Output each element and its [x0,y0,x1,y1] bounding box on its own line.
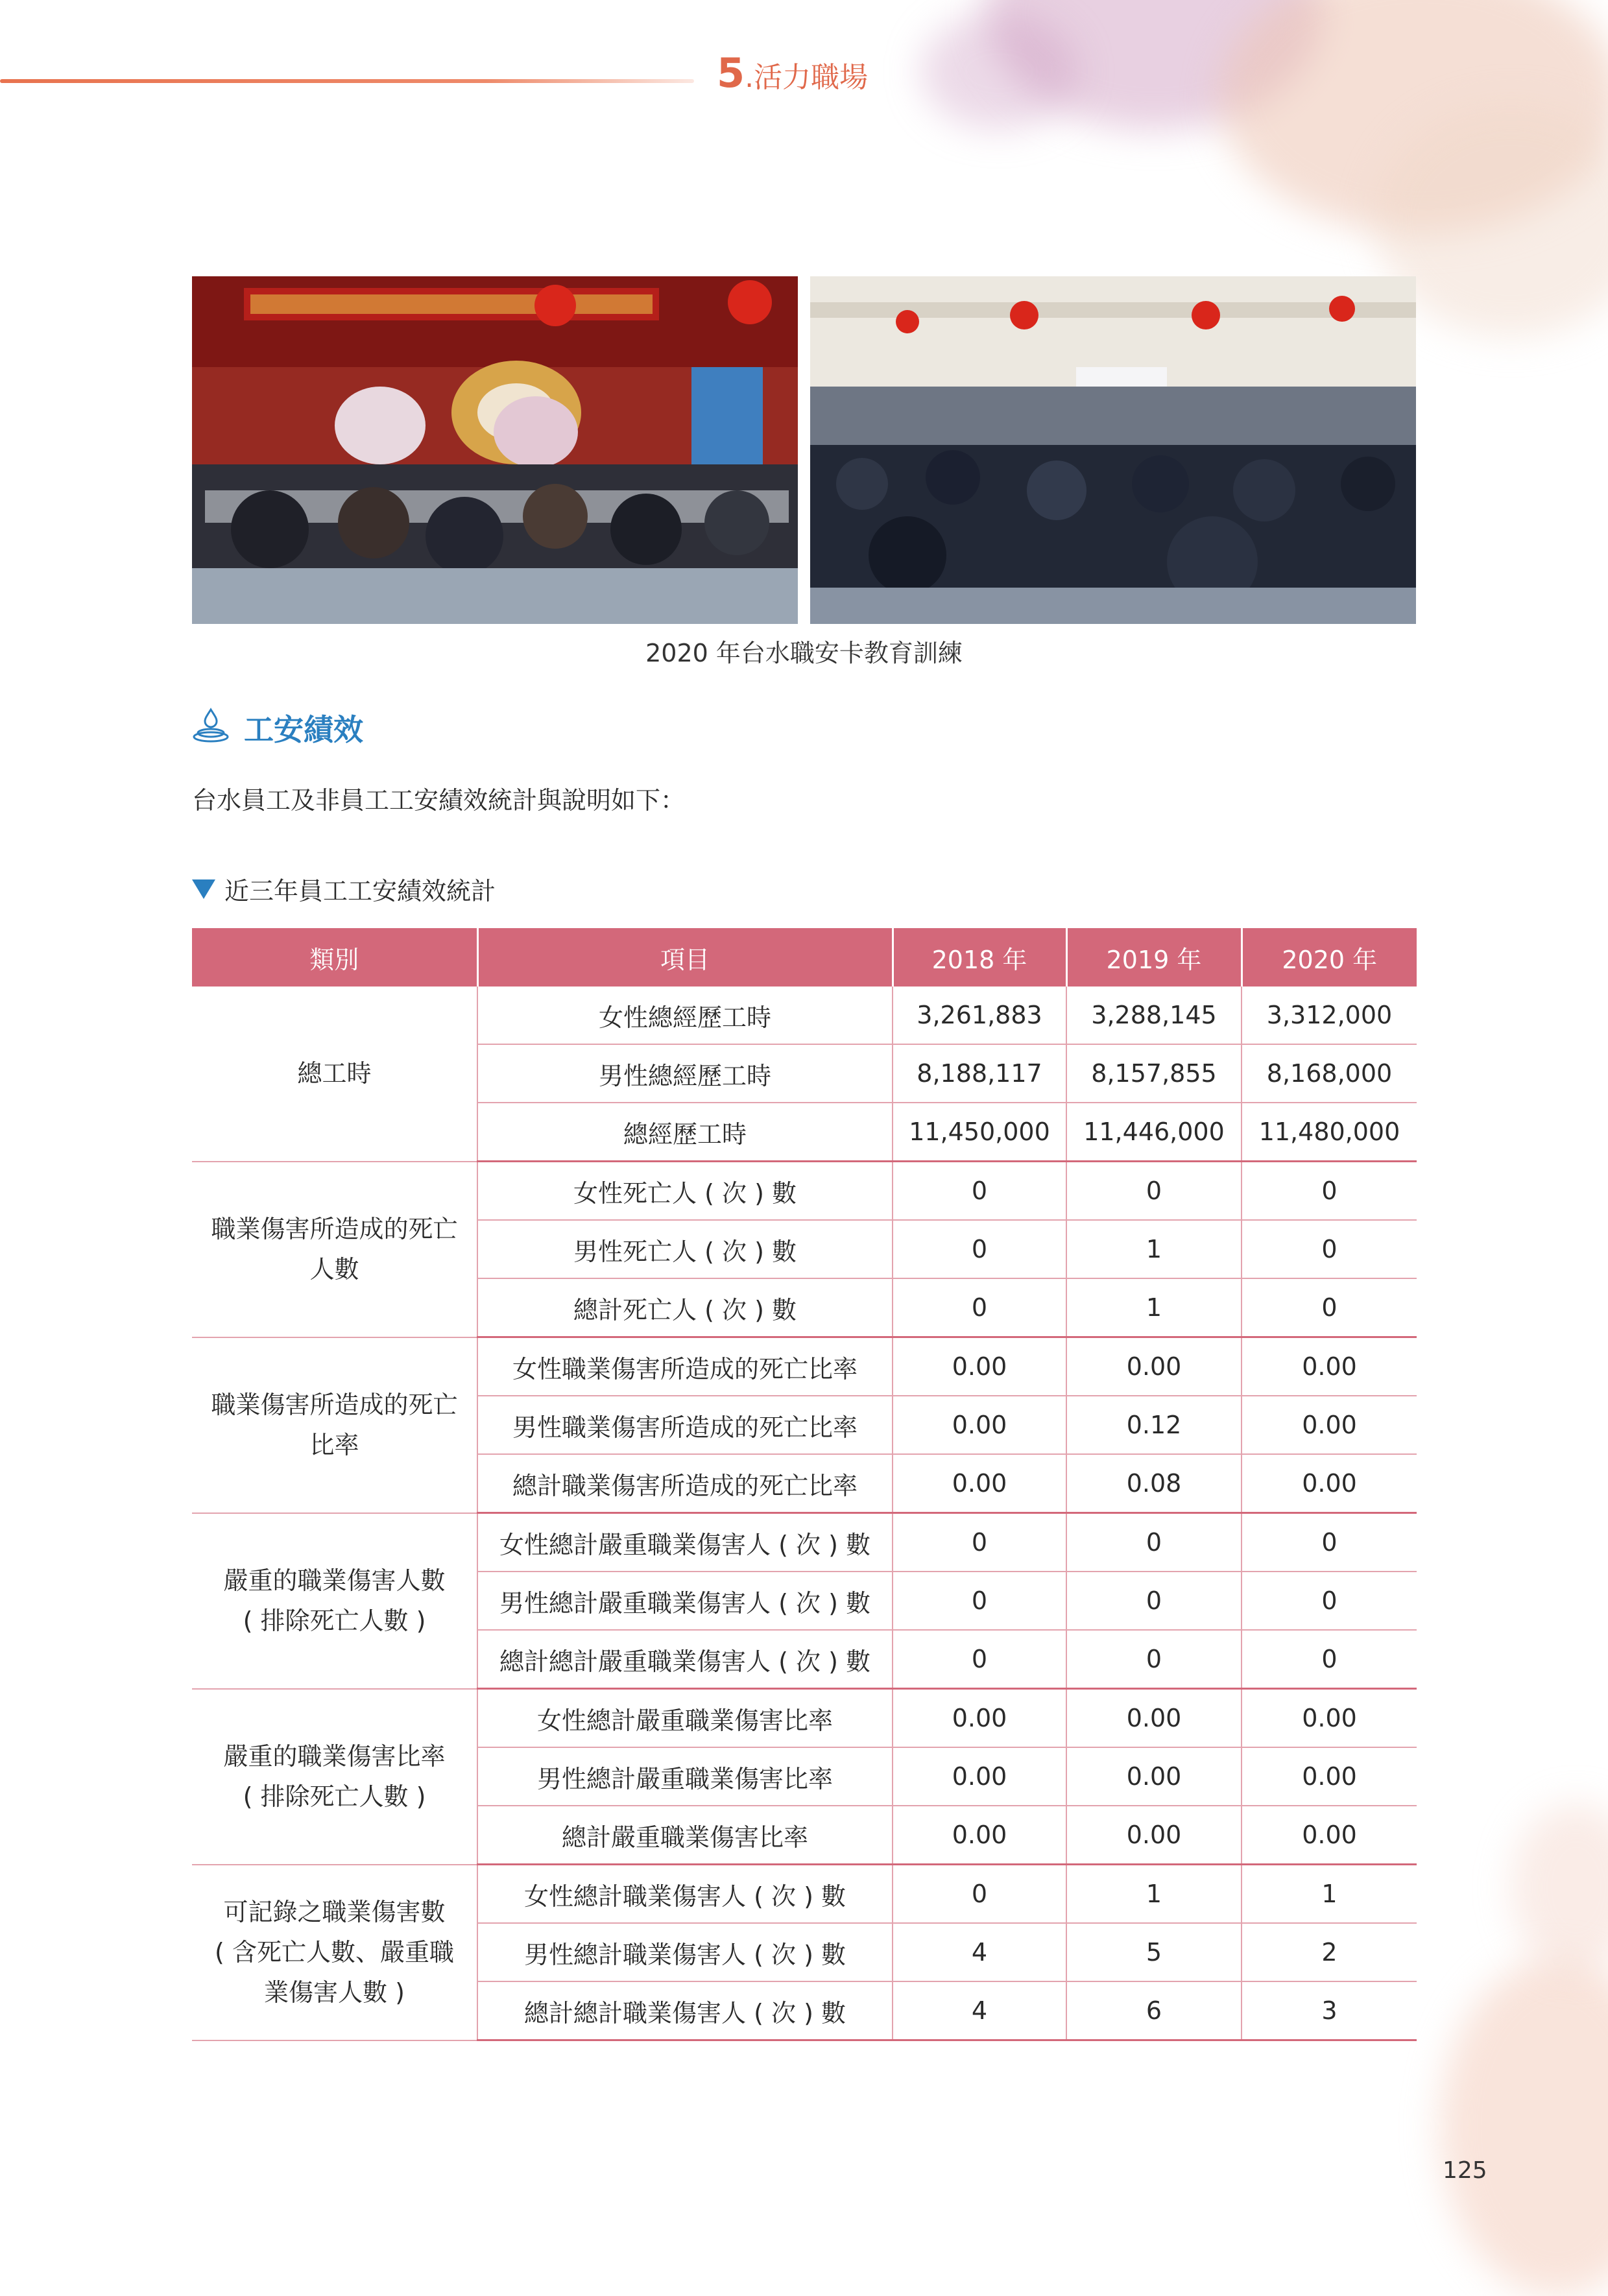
value-cell: 8,157,855 [1066,1044,1242,1103]
value-cell: 0 [1066,1572,1242,1630]
training-photo-left [192,276,798,624]
category-line: 可記錄之職業傷害數 [223,1898,446,1926]
watercolor-decoration [1511,1803,1608,1972]
category-cell [192,1689,477,1865]
value-cell: 4 [893,1923,1066,1981]
category-cell [192,1337,477,1513]
value-cell: 11,450,000 [893,1103,1066,1162]
table-title [192,871,496,907]
value-cell: 0 [893,1220,1066,1278]
item-cell: 總計死亡人 ( 次 ) 數 [477,1278,893,1337]
header-year: 2020 年 [1242,928,1417,987]
section-title [192,708,363,747]
value-cell: 0.00 [893,1806,1066,1865]
value-cell: 0.00 [893,1689,1066,1748]
table-row [192,1865,1417,1924]
item-cell: 女性總計嚴重職業傷害人 ( 次 ) 數 [477,1513,893,1572]
table-row [192,1337,1417,1396]
value-cell: 0.00 [1242,1396,1417,1454]
chapter-title: .活力職場 [745,61,869,94]
item-cell: 男性總計嚴重職業傷害人 ( 次 ) 數 [477,1572,893,1630]
item-cell: 總計總計嚴重職業傷害人 ( 次 ) 數 [477,1630,893,1689]
value-cell: 8,188,117 [893,1044,1066,1103]
category-line: ( 含死亡人數、嚴重職 [215,1938,454,1967]
value-cell: 3 [1242,1981,1417,2040]
value-cell: 0 [1242,1513,1417,1572]
value-cell: 0 [1066,1513,1242,1572]
chapter-heading [717,49,868,101]
item-cell: 男性死亡人 ( 次 ) 數 [477,1220,893,1278]
value-cell: 0 [1066,1162,1242,1221]
value-cell: 0.00 [1242,1747,1417,1806]
value-cell: 4 [893,1981,1066,2040]
value-cell: 1 [1066,1278,1242,1337]
category-line: 職業傷害所造成的死亡 [211,1391,458,1419]
category-line: 職業傷害所造成的死亡 [211,1215,458,1243]
table-body [192,987,1417,2040]
value-cell: 0 [1242,1278,1417,1337]
value-cell: 0 [893,1278,1066,1337]
value-cell: 0.00 [1242,1806,1417,1865]
photo-caption: 2020 年台水職安卡教育訓練 [645,639,963,667]
value-cell: 8,168,000 [1242,1044,1417,1103]
header-year: 2018 年 [893,928,1066,987]
header-year: 2019 年 [1066,928,1242,987]
value-cell: 3,288,145 [1066,987,1242,1044]
page-number: 125 [1443,2157,1487,2184]
category-cell [192,1513,477,1689]
category-line: 比率 [309,1431,359,1459]
table-row [192,1689,1417,1748]
value-cell: 0.00 [1242,1454,1417,1513]
category-cell [192,1865,477,2040]
value-cell: 0 [1242,1572,1417,1630]
item-cell: 女性死亡人 ( 次 ) 數 [477,1162,893,1221]
category-cell [192,1162,477,1337]
safety-stats-table [192,928,1417,2041]
item-cell: 男性總經歷工時 [477,1044,893,1103]
value-cell: 0 [1066,1630,1242,1689]
value-cell: 0 [1242,1220,1417,1278]
item-cell: 總經歷工時 [477,1103,893,1162]
watercolor-decoration [921,13,1077,130]
triangle-down-icon [192,879,215,899]
chapter-number: 5 [717,49,745,97]
value-cell: 0 [893,1513,1066,1572]
value-cell: 0 [893,1865,1066,1924]
item-cell: 女性總經歷工時 [477,987,893,1044]
item-cell: 女性總計嚴重職業傷害比率 [477,1689,893,1748]
category-line: 總工時 [297,1059,372,1088]
table-row [192,1162,1417,1221]
table-row [192,1513,1417,1572]
value-cell: 0 [893,1630,1066,1689]
table-row [192,987,1417,1044]
intro-text: 台水員工及非員工工安績效統計與說明如下： [192,786,686,815]
value-cell: 0.00 [1242,1337,1417,1396]
table-title-text: 近三年員工工安績效統計 [224,877,496,905]
category-line: 嚴重的職業傷害比率 [223,1742,446,1771]
item-cell: 女性職業傷害所造成的死亡比率 [477,1337,893,1396]
watercolor-decoration [1440,1959,1608,2296]
value-cell: 0.00 [1066,1337,1242,1396]
value-cell: 0.00 [893,1337,1066,1396]
value-cell: 1 [1066,1865,1242,1924]
item-cell: 女性總計職業傷害人 ( 次 ) 數 [477,1865,893,1924]
value-cell: 0.00 [1066,1747,1242,1806]
value-cell: 0 [1242,1162,1417,1221]
value-cell: 11,446,000 [1066,1103,1242,1162]
table-header-row [192,928,1417,987]
item-cell: 男性總計嚴重職業傷害比率 [477,1747,893,1806]
value-cell: 0 [1242,1630,1417,1689]
value-cell: 0.12 [1066,1396,1242,1454]
category-line: 嚴重的職業傷害人數 [223,1566,446,1595]
header-item: 項目 [477,928,893,987]
value-cell: 1 [1066,1220,1242,1278]
value-cell: 0.00 [1242,1689,1417,1748]
value-cell: 0.00 [1066,1806,1242,1865]
category-line: 業傷害人數 ) [264,1978,405,2007]
item-cell: 總計嚴重職業傷害比率 [477,1806,893,1865]
value-cell: 0 [893,1162,1066,1221]
item-cell: 總計總計職業傷害人 ( 次 ) 數 [477,1981,893,2040]
value-cell: 3,261,883 [893,987,1066,1044]
training-photo-right [810,276,1416,624]
item-cell: 總計職業傷害所造成的死亡比率 [477,1454,893,1513]
value-cell: 0.08 [1066,1454,1242,1513]
category-cell [192,987,477,1162]
section-title-text: 工安績效 [244,712,363,747]
value-cell: 0.00 [893,1396,1066,1454]
category-line: 人數 [309,1255,359,1284]
category-line: ( 排除死亡人數 ) [243,1607,426,1635]
value-cell: 1 [1242,1865,1417,1924]
header-category: 類別 [192,928,477,987]
value-cell: 0.00 [893,1454,1066,1513]
value-cell: 11,480,000 [1242,1103,1417,1162]
water-drop-icon [192,706,230,750]
header-rule [0,79,694,83]
category-line: ( 排除死亡人數 ) [243,1782,426,1811]
value-cell: 3,312,000 [1242,987,1417,1044]
item-cell: 男性總計職業傷害人 ( 次 ) 數 [477,1923,893,1981]
value-cell: 0.00 [1066,1689,1242,1748]
value-cell: 6 [1066,1981,1242,2040]
value-cell: 0 [893,1572,1066,1630]
value-cell: 2 [1242,1923,1417,1981]
value-cell: 5 [1066,1923,1242,1981]
value-cell: 0.00 [893,1747,1066,1806]
item-cell: 男性職業傷害所造成的死亡比率 [477,1396,893,1454]
